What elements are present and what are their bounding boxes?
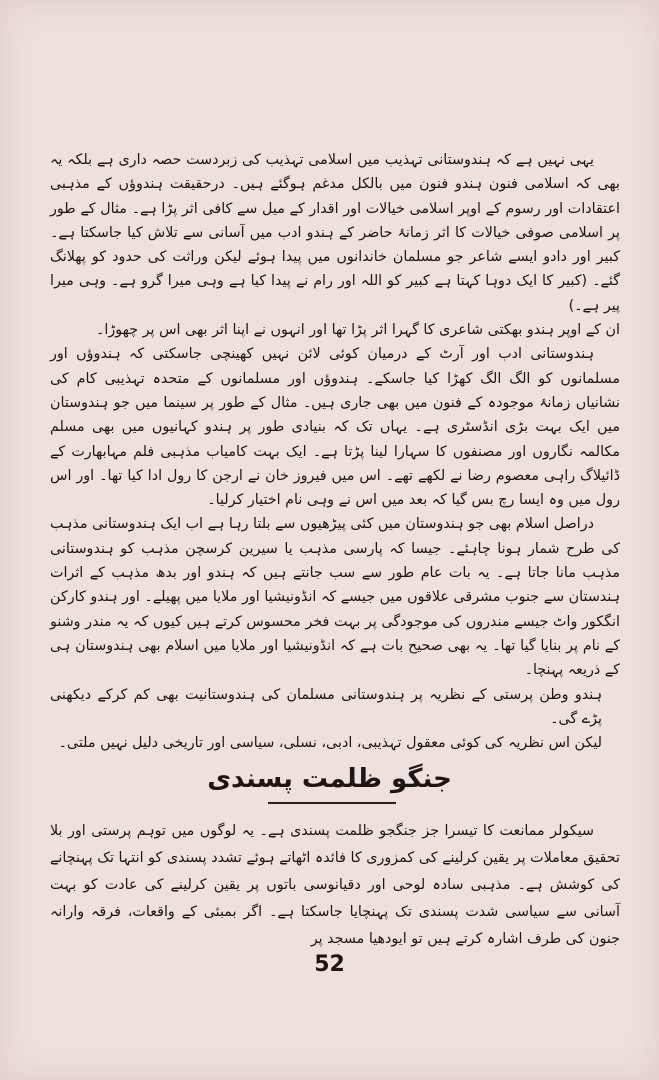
section-text — [50, 818, 620, 953]
paragraph-3: ہندوستانی ادب اور آرٹ کے درمیان کوئی لائن نہیں کھینچی جاسکتی کہ ہندوؤں اور مسلمانوں کو الگ الگ کھڑا کیا جاسکے۔ ہندوؤں اور مسلمانوں کے متحدہ تہذیبی کام کی نشانیاں زمانۂ موجودہ کے فنون میں بھی جاری ہیں۔ مثال کے طور پر سینما میں جو ہندوستان میں ایک بہت بڑی انڈسٹری ہے۔ یہاں تک کہ بنیادی طور پر ہندو کہانیوں میں بھی مسلم مکالمہ نگاروں اور مصنفوں کا سہارا لینا پڑتا ہے۔ ایک بہت کامیاب مذہبی فلم مہابھارت کے ڈائیلاگ راہی معصوم رضا نے لکھے تھے۔ اس میں فیروز خان نے ارجن کا رول ادا کیا تھا۔ اور اس رول میں وہ ایسا رچ بس گیا کہ بعد میں اس نے وہی نام اختیار کرلیا۔ — [50, 346, 620, 509]
paragraph-4: دراصل اسلام بھی جو ہندوستان میں کئی پیڑھیوں سے بلتا رہا ہے اب ایک ہندوستانی مذہب کی طرح شمار ہونا چاہئے۔ جیسا کہ پارسی مذہب یا سیرین کرسچن مذہب کو ہندوستانی مذہب مانا جاتا ہے۔ یہ بات عام طور سے سب جانتے ہیں کہ ہندو اور بدھ مذہب کے اثرات ہندستان سے جنوب مشرقی علاقوں میں جیسے کہ انڈونیشیا اور ملایا میں پھیلے۔ اور ہندو کارکن انگکور واٹ جیسے مندروں کی موجودگی پر بہت فخر محسوس کرتے ہیں کیوں کہ یہ مندر وشنو کے نام پر بنایا گیا تھا۔ یہ بھی صحیح بات ہے کہ انڈونیشیا اور ملایا میں اسلام بھی ہندوستان ہی کے ذریعہ پہنچا۔ — [49, 516, 620, 679]
section-heading: جنگو ظلمت پسندی — [207, 764, 452, 794]
paragraph-5: ہندو وطن پرستی کے نظریہ پر ہندوستانی مسلمان کی ہندوستانیت بھی کم کرکے دیکھنی پڑے گی۔ — [50, 686, 602, 727]
page-number: 52 — [314, 952, 345, 977]
section-paragraph: سیکولر ممانعت کا تیسرا جز جنگجو ظلمت پسندی ہے۔ یہ لوگوں میں توہم پرستی اور بلا تحقیق معاملات پر یقین کرلینے کی کمزوری کا فائدہ اٹھاتے ہوئے تشدد پسندی کو انتہا تک پہنچانے کی کوشش ہے۔ مذہبی سادہ لوحی اور دقیانوسی باتوں پر یقین کرلینے کی عادت کو بہت آسانی سے سیاسی شدت پسندی تک پہنچایا جاسکتا ہے۔ اگر بمبئی کے واقعات، فرقہ وارانہ جنون کی طرف اشارہ کرتے ہیں تو ایودھیا مسجد پر — [50, 823, 620, 947]
heading-underline — [268, 802, 396, 804]
paragraph-1: یہی نہیں ہے کہ ہندوستانی تہذیب میں اسلامی تہذیب کی زبردست حصہ داری ہے بلکہ یہ بھی کہ اسلامی فنون ہندو فنون میں بالکل مدغم ہوگئے ہیں۔ درحقیقت ہندوؤں کے مذہبی اعتقادات اور رسوم کے اوپر اسلامی خیالات اور اقدار کے میل سے کافی اثر پڑا ہے۔ مثال کے طور پر اسلامی صوفی خیالات کا اثر زمانۂ حاضر کے ہندو ادب میں آسانی سے تلاش کیا جاسکتا ہے۔ کبیر اور دادو ایسے شاعر جو مسلمان خاندانوں میں پیدا ہوئے لیکن وراثت کی حدود کو پھلانگ گئے۔ (کبیر کا ایک دوہا کہتا ہے کبیر کو اللہ اور رام نے پیدا کیا ہے وہی میرا گرو ہے۔ وہی میرا پیر ہے۔) — [50, 152, 620, 314]
paragraph-2: ان کے اوپر ہندو بھکتی شاعری کا گہرا اثر پڑا تھا اور انہوں نے اپنا اثر بھی اس پر چھوڑا۔ — [96, 322, 620, 339]
main-text — [50, 148, 620, 755]
paragraph-6: لیکن اس نظریہ کی کوئی معقول تہذیبی، ادبی، نسلی، سیاسی اور تاریخی دلیل نہیں ملتی۔ — [58, 735, 602, 752]
